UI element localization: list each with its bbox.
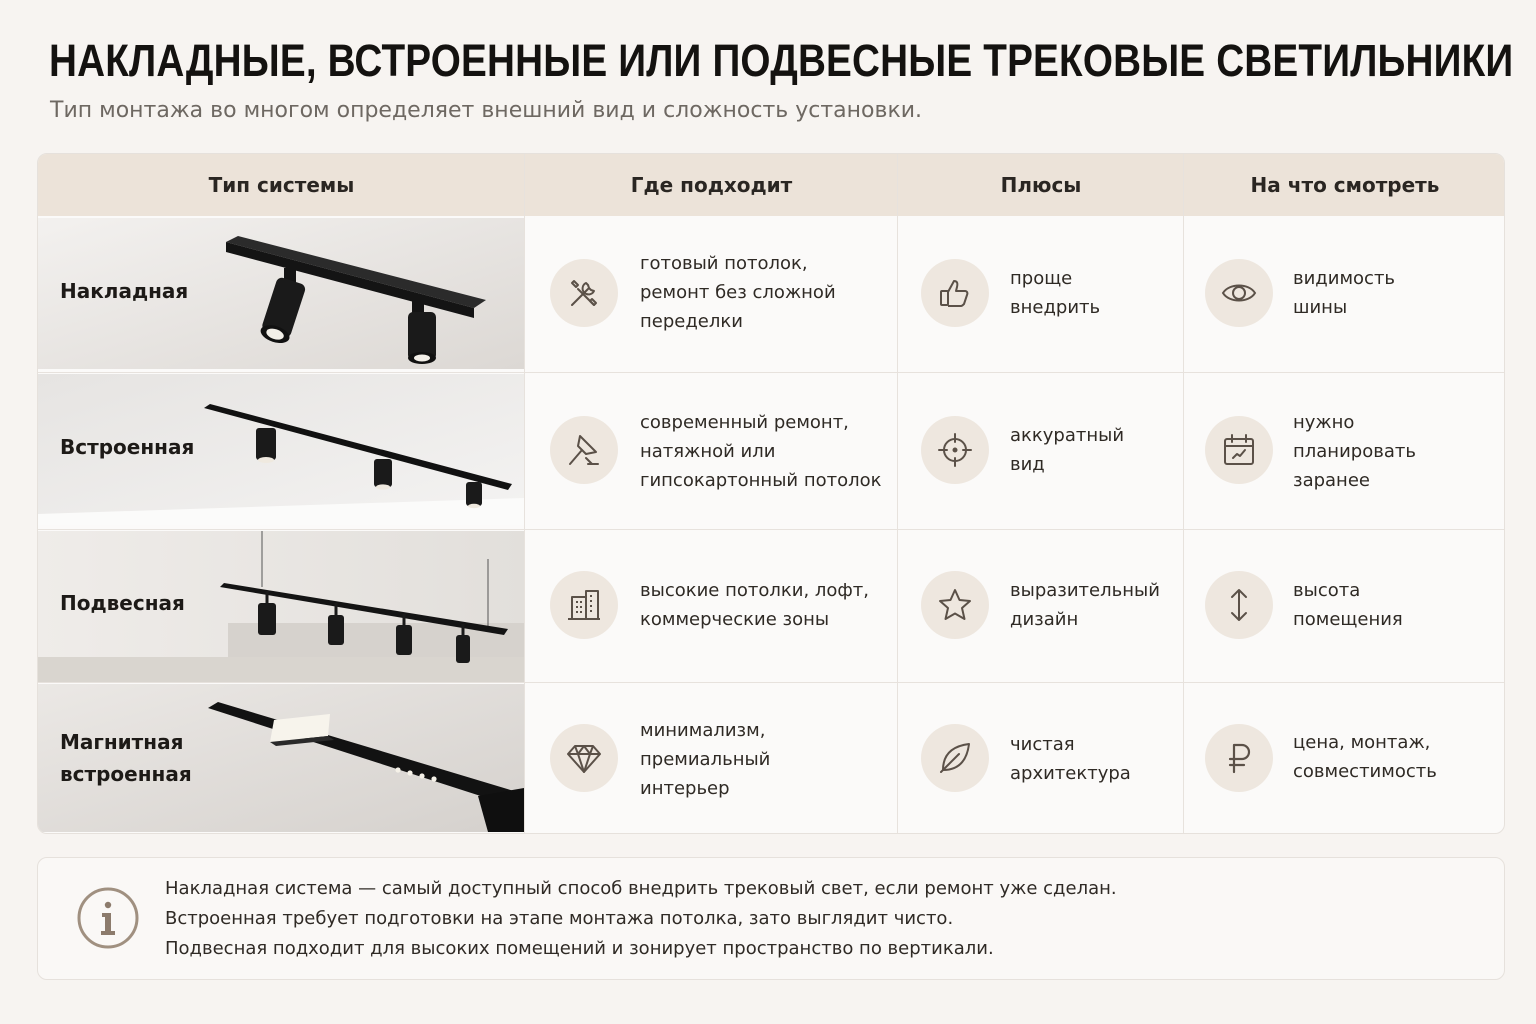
where-text: высокие потолки, лофт, коммерческие зоны: [640, 580, 870, 630]
tools-icon: [550, 259, 618, 327]
eye-icon: [1205, 259, 1273, 327]
table-row: [38, 529, 1504, 686]
pros-text: чистая архитектура: [1010, 734, 1131, 784]
note-line: Накладная система — самый доступный способ внедрить трековый свет, если ремонт уже сделан.: [165, 878, 1117, 899]
table-header: [38, 154, 1504, 216]
pros-text: выразительный дизайн: [1010, 580, 1160, 630]
building-icon: [550, 571, 618, 639]
table-row: [38, 682, 1504, 834]
note-line: Встроенная требует подготовки на этапе монтажа потолка, зато выглядит чисто.: [165, 908, 954, 929]
system-type-label: Встроенная: [60, 435, 195, 459]
pros-text: аккуратный вид: [1010, 425, 1125, 475]
leaf-icon: [921, 724, 989, 792]
calendar-icon: [1205, 416, 1273, 484]
page-title: НАКЛАДНЫЕ, ВСТРОЕННЫЕ ИЛИ ПОДВЕСНЫЕ ТРЕКОВЫЕ СВЕТИЛЬНИКИ: [49, 35, 1514, 86]
watch-text: цена, монтаж, совместимость: [1293, 732, 1437, 782]
header-watch: На что смотреть: [1250, 173, 1440, 197]
info-icon: [76, 886, 140, 954]
info-note: [37, 857, 1505, 980]
thumbs-up-icon: [921, 259, 989, 327]
trowel-icon: [550, 416, 618, 484]
table-row: [38, 372, 1504, 529]
page-subtitle: Тип монтажа во многом определяет внешний вид и сложность установки.: [50, 98, 923, 123]
diamond-icon: [550, 724, 618, 792]
star-icon: [921, 571, 989, 639]
header-pros: Плюсы: [1000, 173, 1082, 197]
note-line: Подвесная подходит для высоких помещений и зонирует пространство по вертикали.: [165, 938, 994, 959]
where-text: минимализм, премиальный интерьер: [640, 720, 771, 799]
system-type-label: Магнитная встроенная: [60, 730, 192, 786]
table-row: [38, 216, 1504, 373]
pros-text: проще внедрить: [1010, 268, 1101, 318]
header-where: Где подходит: [630, 173, 793, 197]
crosshair-icon: [921, 416, 989, 484]
watch-text: высота помещения: [1293, 580, 1403, 630]
ruble-icon: [1205, 724, 1273, 792]
system-type-label: Подвесная: [60, 591, 185, 615]
watch-text: нужно планировать заранее: [1293, 412, 1416, 491]
system-type-label: Накладная: [60, 279, 189, 303]
where-text: современный ремонт, натяжной или гипсокартонный потолок: [640, 412, 882, 491]
header-system-type: Тип системы: [208, 173, 355, 197]
vertical-arrows-icon: [1205, 571, 1273, 639]
where-text: готовый потолок, ремонт без сложной переделки: [640, 253, 836, 332]
watch-text: видимость шины: [1293, 268, 1396, 318]
comparison-table: [37, 153, 1505, 834]
